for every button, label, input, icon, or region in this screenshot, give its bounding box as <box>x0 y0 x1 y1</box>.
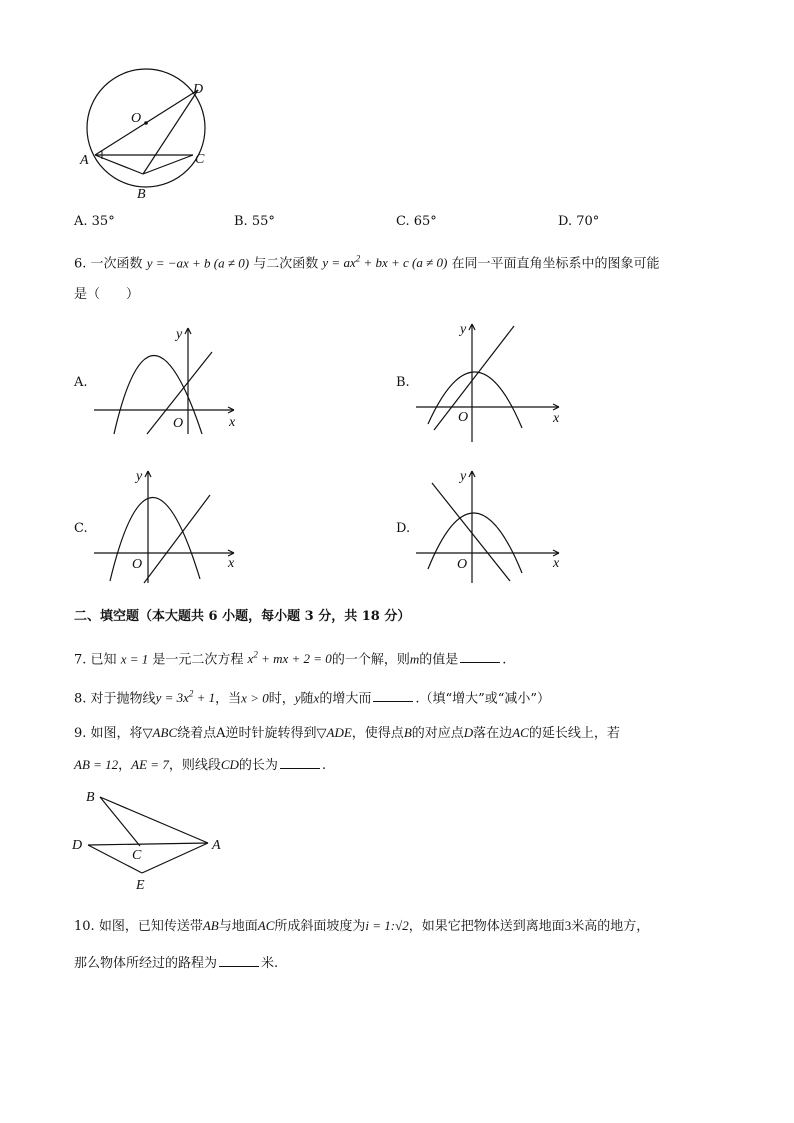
label-d: D <box>72 838 83 853</box>
label-d: D <box>193 82 204 97</box>
q6-graph-b[interactable] <box>414 318 569 443</box>
q6-graph-a[interactable] <box>92 322 242 437</box>
label-x: x <box>553 556 560 571</box>
q6-linear-function: y = −ax + b (a ≠ 0) <box>146 255 250 271</box>
q6-graph-d[interactable] <box>414 465 569 585</box>
label-y: y <box>460 469 467 484</box>
q6-number: 6. <box>74 256 87 272</box>
q6-graph-c[interactable] <box>92 465 242 585</box>
q7-answer-blank[interactable] <box>460 650 500 663</box>
q6-text-c: 在同一平面直角坐标系中的图象可能 <box>451 256 660 272</box>
q9-question-line2: AB = 12，AE = 7，则线段CD的长为 . <box>74 757 327 773</box>
segment-bc <box>100 797 140 846</box>
q5-option-a[interactable]: A. 35° <box>74 214 115 229</box>
q5-circle-figure <box>75 60 225 205</box>
segment-ba <box>100 797 208 843</box>
q5-option-d[interactable]: D. 70° <box>558 214 600 229</box>
label-x: x <box>228 556 235 571</box>
label-o: O <box>457 557 468 572</box>
parabola <box>428 513 522 573</box>
line <box>432 483 510 581</box>
label-a: A <box>212 838 221 853</box>
section-2-title: 二、填空题（本大题共 6 小题，每小题 3 分，共 18 分） <box>74 609 411 624</box>
q5-option-c[interactable]: C. 65° <box>396 214 437 229</box>
segment-da <box>88 843 208 845</box>
label-o: O <box>131 111 142 126</box>
chord-bd <box>143 90 198 174</box>
label-b: B <box>137 187 146 202</box>
label-y: y <box>460 322 467 337</box>
label-y: y <box>136 469 143 484</box>
center-point <box>144 121 148 125</box>
q5-option-b[interactable]: B. 55° <box>234 214 275 229</box>
q8-answer-blank[interactable] <box>373 689 413 702</box>
q9-question: 9. 如图，将▽ABC绕着点A逆时针旋转得到▽ADE，使得点B的对应点D落在边AC的延长线上，若 <box>74 725 620 741</box>
label-c: C <box>195 152 205 167</box>
parabola <box>114 356 202 435</box>
label-a: A <box>80 153 89 168</box>
label-x: x <box>229 415 236 430</box>
q6-graph-b-label[interactable]: B. <box>396 375 410 390</box>
label-o: O <box>132 557 143 572</box>
q10-answer-blank[interactable] <box>219 954 259 967</box>
segment-ea <box>142 843 208 873</box>
label-e: E <box>136 878 145 893</box>
q10-question: 10. 如图，已知传送带AB与地面AC所成斜面坡度为i = 1:√2，如果它把物体送到离地面3米高的地方， <box>74 918 650 934</box>
q6-graph-c-label[interactable]: C. <box>74 521 88 536</box>
q10-question-line2: 那么物体所经过的路程为 米. <box>74 956 279 971</box>
label-o: O <box>173 416 184 431</box>
q6-graph-d-label[interactable]: D. <box>396 521 411 536</box>
line <box>144 495 210 583</box>
q8-question: 8. 对于抛物线$y = 3x^2 + 1$，当x > 0时，y随x的增大而 .（填“增大”或“减小”） <box>74 689 551 707</box>
label-b: B <box>86 790 95 805</box>
q6-quadratic-function: $y = ax^2$ + bx + c (a ≠ 0) <box>322 254 448 271</box>
label-x: x <box>553 411 560 426</box>
q9-triangle-figure <box>70 785 235 895</box>
q6-graph-a-label[interactable]: A. <box>74 375 88 390</box>
line <box>434 326 514 430</box>
q9-answer-blank[interactable] <box>280 756 320 769</box>
q6-question-line2: 是（ ） <box>74 287 140 302</box>
q6-text-b: 与二次函数 <box>253 256 319 272</box>
q6-question <box>74 250 660 273</box>
q7-question: 7. 已知 x = 1 是一元二次方程 $x^2$ + mx + 2 = 0的一个解，则m的值是 . <box>74 650 507 668</box>
label-y: y <box>176 327 183 342</box>
label-c: C <box>132 848 142 863</box>
label-o: O <box>458 410 469 425</box>
q6-text-a: 一次函数 <box>90 256 143 272</box>
